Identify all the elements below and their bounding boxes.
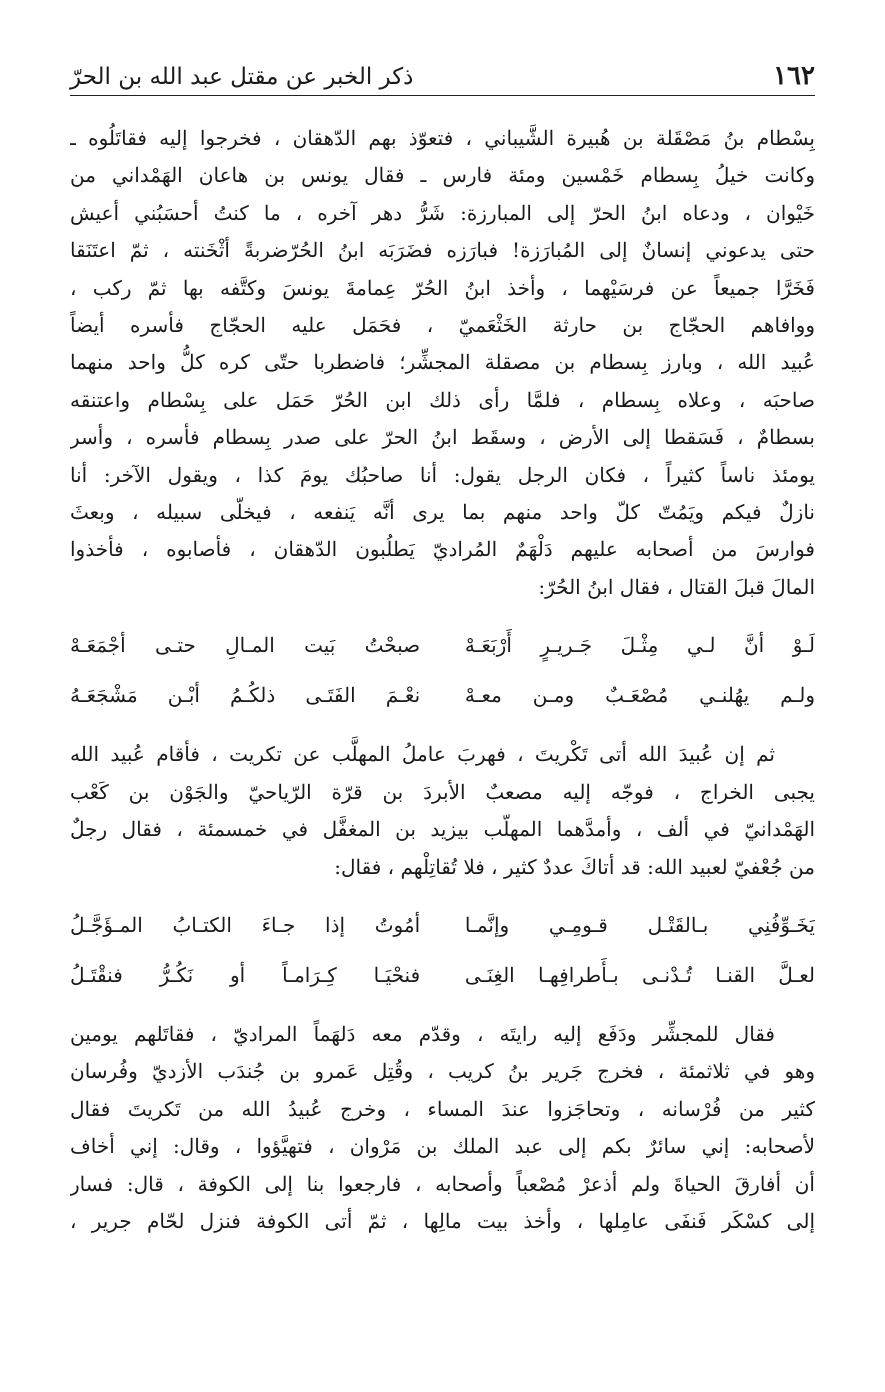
verse-first-hemistich: لَـوْ أنَّ لـي مِثْـلَ جَـريـرٍ أَرْبَعَـهْ <box>464 633 815 658</box>
verse-second-hemistich: فنحْيَـا كِـرَامـاً أو نَكُـرُّ فنقْتَـلُ <box>70 962 421 987</box>
text-line: لأصحابه: إني سائرٌ بكم إلى عبد الملك بن مَرْوان ، فتهيَّؤوا ، وقال: إني أخاف <box>70 1134 815 1159</box>
text-line: وكانت خيلُ بِسطام خَمْسين ومئة فارس ـ فقال يونس بن هاعان الهَمْداني من <box>70 163 815 188</box>
text-line: فقال للمجشِّر ودَفَع إليه رايتَه ، وقدّم معه دَلهَماً المراديّ ، فقاتَلهم يومين <box>70 1021 775 1046</box>
text-line: أن أفارقَ الحياةَ ولم أذعرْ مُصْعباً وأصحابه ، فارجعوا بنا إلى الكوفة ، قال: فسار <box>70 1171 815 1196</box>
paragraph-3 <box>70 1016 815 1240</box>
verse-first-hemistich: ولـم يهُلنـي مُصْعَـبٌ ومـن معـهْ <box>464 683 815 708</box>
page-header <box>70 52 815 96</box>
text-line: كثير من فُرْسانه ، وتحاجَزوا عندَ المساء ، وخرج عُبيدُ الله من تَكريتَ فقال <box>70 1096 815 1121</box>
running-title: ذكر الخبر عن مقتل عبد الله بن الحرّ <box>70 64 414 90</box>
page-body <box>70 120 815 1240</box>
text-line: إلى كسْكَر فَنفَى عامِلها ، وأخذ بيت مالِها ، ثمّ أتى الكوفة فنزل لحّام جرير ، <box>70 1208 815 1233</box>
poem-1 <box>70 620 815 720</box>
text-line: من جُعْفيّ لعبيد الله: قد أتاكَ عددٌ كثير ، فلا تُقاتِلْهم ، فقال: <box>334 854 815 879</box>
verse-first-hemistich: لعـلَّ القنـا تُـدْنـى بـأَطرافِهـا الغِنَـى <box>464 962 815 987</box>
paragraph-2 <box>70 736 815 886</box>
text-line: حتى يدعوني إنسانٌ إلى المُبارَزة! فبارَزه فضَرَبَه ابنُ الحُرّضربةً أثْخَنته ، ثمّ اعتَنَقا <box>70 238 815 263</box>
text-line: خَيْوان ، ودعاه ابنُ الحرّ إلى المبارزة: شَرُّ دهر آخره ، ما كنتُ أحسَبُني أعيش <box>70 200 815 225</box>
verse <box>70 670 815 720</box>
text-line: الهَمْدانيّ في ألف ، وأمدَّهما المهلّب بيزيد بن المغفَّل في خمسمئة ، فقال رجلٌ <box>70 817 815 842</box>
paragraph-1 <box>70 120 815 606</box>
text-line: ثم إن عُبيدَ الله أتى تَكْريتَ ، فهربَ عاملُ المهلَّب عن تكريت ، فأقام عُبيد الله <box>70 742 775 767</box>
poem-2 <box>70 900 815 1000</box>
page-number: ١٦٢ <box>773 61 815 91</box>
text-line: ووافاهم الحجّاج بن حارثة الخَثْعَميّ ، فحَمَل عليه الحجّاج فأسره أيضاً <box>70 313 815 338</box>
text-line: يومئذ ناساً كثيراً ، فكان الرجل يقول: أنا صاحبُك يومَ كذا ، ويقول الآخر: أنا <box>70 462 815 487</box>
text-line: بِسْطام بنُ مَصْقَلة بن هُبيرة الشَّيباني ، فتعوّذ بهم الدّهقان ، فخرجوا إليه فقاتَلُوه ـ <box>70 126 815 150</box>
verse-first-hemistich: يَخَـوِّفُنِي بـالقَتْـل قـومِـي وإنَّمـا <box>464 912 815 937</box>
text-line: بسطامٌ ، فَسَقطا إلى الأرض ، وسقَط ابنُ الحرّ على صدر بِسطام فأسره ، وأسر <box>70 425 815 450</box>
text-line: المالَ قبلَ القتال ، فقال ابنُ الحُرّ: <box>538 574 815 599</box>
verse-second-hemistich: أمُوتُ إذا جـاءَ الكتـابُ المـؤَجَّـلُ <box>70 912 421 937</box>
text-line: نازلٌ فيكم ويَمُتّ كلّ واحد منهم بما يرى أنَّه يَنفعه ، فيخلّى سبيله ، وبعثَ <box>70 500 815 525</box>
verse-second-hemistich: نعْـمَ الفَتَـى ذلكُـمُ أبْـن مَشْجَعَـهُ <box>70 683 421 708</box>
verse <box>70 620 815 670</box>
text-line: يجبى الخراج ، فوجّه إليه مصعبٌ الأبردَ بن قرّة الرّياحيّ والجَوْن بن كَعْب <box>70 779 815 804</box>
verse <box>70 900 815 950</box>
text-line: فوارسَ من أصحابه عليهم دَلْهَمٌ المُراديّ يَطلُبون الدّهقان ، فأصابوه ، فأخذوا <box>70 537 815 562</box>
verse-second-hemistich: صبحْتُ بَيت المـالِ حتـى أجْمَعَـهْ <box>70 633 421 658</box>
text-line: صاحبَه ، وعلاه بِسطام ، فلمَّا رأى ذلك ابن الحُرّ حَمَل على بِسْطام واعتنقه <box>70 387 815 412</box>
text-line: فَخَرَّا جميعاً عن فرسَيْهما ، وأخذ ابنُ الحُرّ عِمامةَ يونسَ وكتَّفه بها ثمّ ركب ، <box>70 275 815 300</box>
text-line: وهو في ثلاثمئة ، فخرج جَرير بنُ كريب ، وقُتِل عَمرو بن جُندَب الأزديّ وفُرسان <box>70 1059 815 1084</box>
text-line: عُبيد الله ، وبارز بِسطام بن مصقلة المجشِّر؛ فاضطربا حتّى كره كلُّ واحد منهما <box>70 350 815 375</box>
verse <box>70 950 815 1000</box>
